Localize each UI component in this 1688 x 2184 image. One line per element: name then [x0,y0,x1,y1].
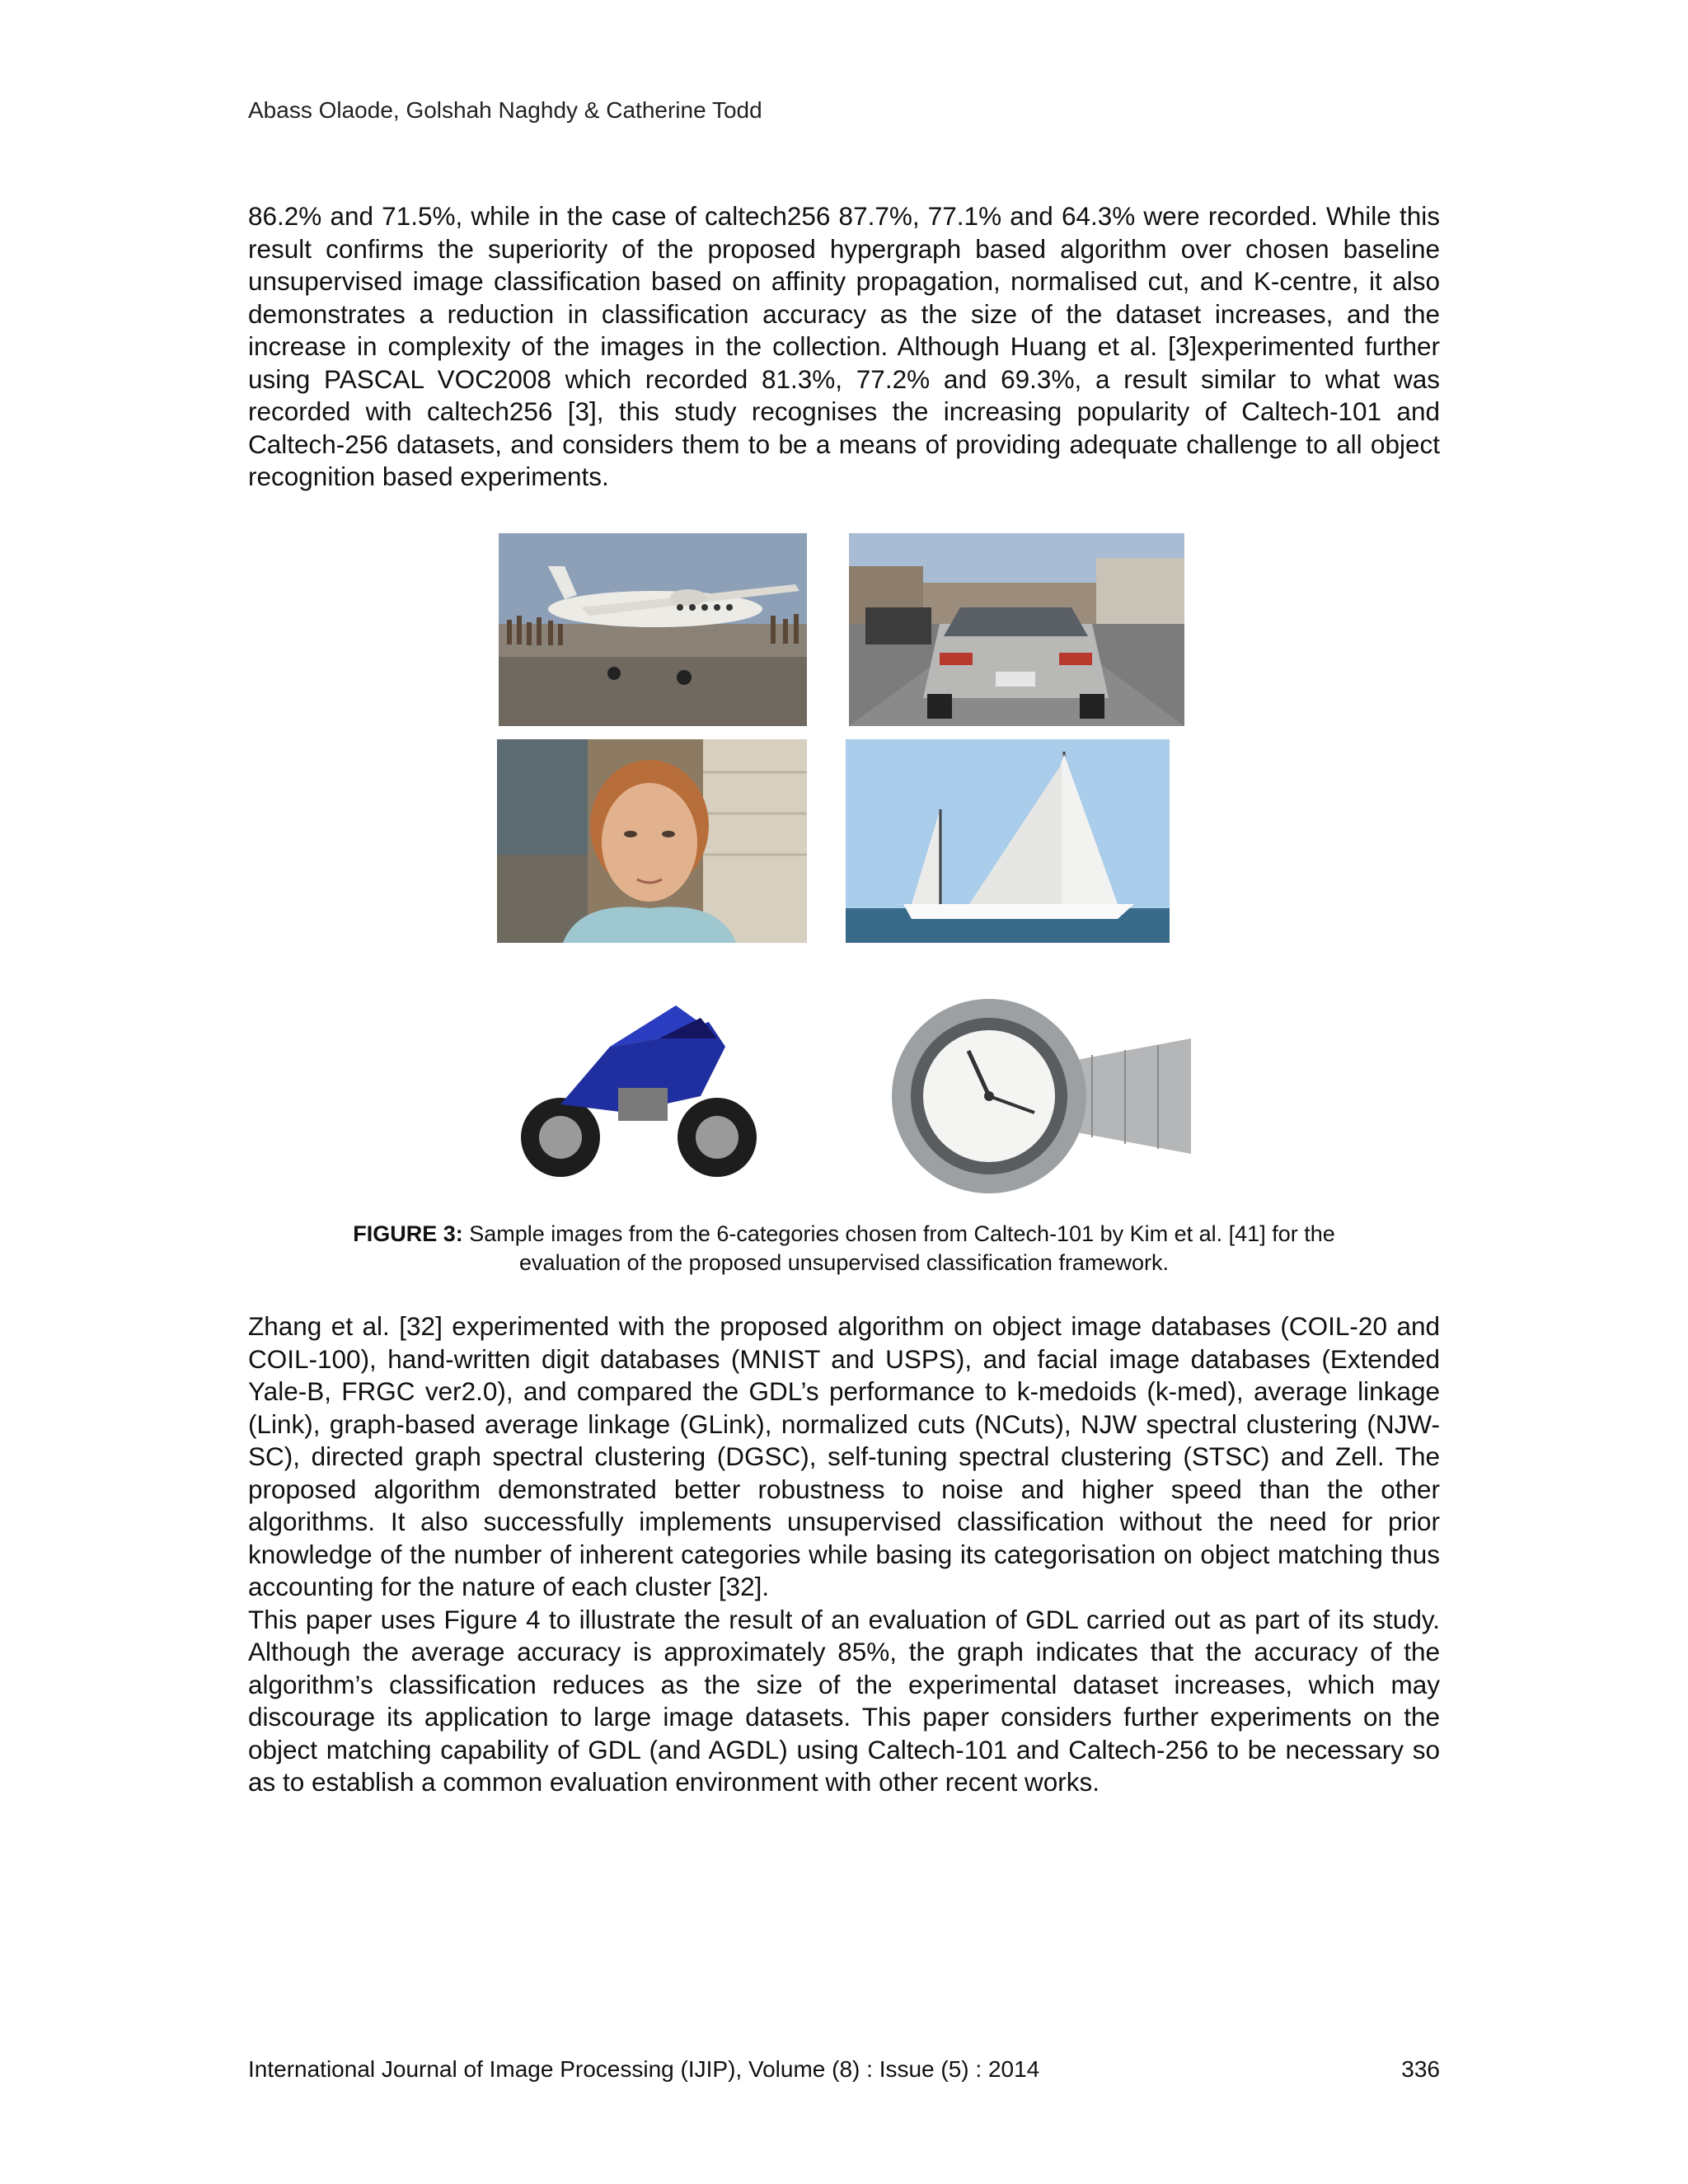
running-head-authors: Abass Olaode, Golshah Naghdy & Catherine Todd [248,97,762,123]
face-portrait-photo [497,739,807,943]
body-paragraph-1: 86.2% and 71.5%, while in the case of caltech256 87.7%, 77.1% and 64.3% were recorded. While this result confirms the superiority of the proposed hypergraph based algorithm over chosen baseline unsupervised image classification based on affinity propagation, normalised cut, and K-centre, it also demonstrates a reduction in classification accuracy as the size of the dataset increases, and the increase in complexity of the images in the collection. Although Huang et al. [3]experimented further using PASCAL VOC2008 which recorded 81.3%, 77.2% and 69.3%, a result similar to what was recorded with caltech256 [3], this study recognises the increasing popularity of Caltech-101 and Caltech-256 datasets, and considers them to be a means of providing adequate challenge to all object recognition based experiments. [248,201,1440,491]
airplane-photo [499,533,807,726]
body-paragraph-2: Zhang et al. [32] experimented with the proposed algorithm on object image databases (COIL-20 and COIL-100), hand-written digit databases (MNIST and USPS), and facial image databases (Extended Yale-B, FRGC ver2.0), and compared the GDL’s performance to k-medoids (k-med), average linkage (Link), graph-based average linkage (GLink), normalized cuts (NCuts), NJW spectral clustering (NJW-SC), directed graph spectral clustering (DGSC), self-tuning spectral clustering (STSC) and Zell. The proposed algorithm demonstrated better robustness to noise and higher speed than the other algorithms. It also successfully implements unsupervised classification without the need for prior knowledge of the number of inherent categories while basing its categorisation on object matching thus accounting for the nature of each cluster [32]. [248,1311,1440,1601]
page-number: 336 [1401,2056,1440,2082]
motorcycle-photo [511,989,767,1187]
body-section-2 [248,1310,1440,1799]
body-paragraph-3: This paper uses Figure 4 to illustrate the result of an evaluation of GDL carried out as part of its study. Although the average accuracy is approximately 85%, the graph indicates that the accuracy of the algorithm’s classification reduces as the size of the experimental dataset increases, which may discourage its application to large image datasets. This paper considers further experiments on the object matching capability of GDL (and AGDL) using Caltech-101 and Caltech-256 to be necessary so as to establish a common evaluation environment with other recent works. [248,1604,1440,1797]
figure-caption-line-2: evaluation of the proposed unsupervised classification framework. [519,1250,1169,1275]
wristwatch-photo [845,989,1191,1207]
car-rear-photo [849,533,1184,726]
figure-caption [247,1220,1441,1277]
figure-label: FIGURE 3: [353,1221,463,1246]
figure-caption-line-1: Sample images from the 6-categories chosen from Caltech-101 by Kim et al. [41] for the [462,1221,1335,1246]
page-footer [248,2056,1440,2083]
footer-journal-info: International Journal of Image Processing (IJIP), Volume (8) : Issue (5) : 2014 [248,2056,1040,2082]
sailboat-photo [846,739,1170,943]
